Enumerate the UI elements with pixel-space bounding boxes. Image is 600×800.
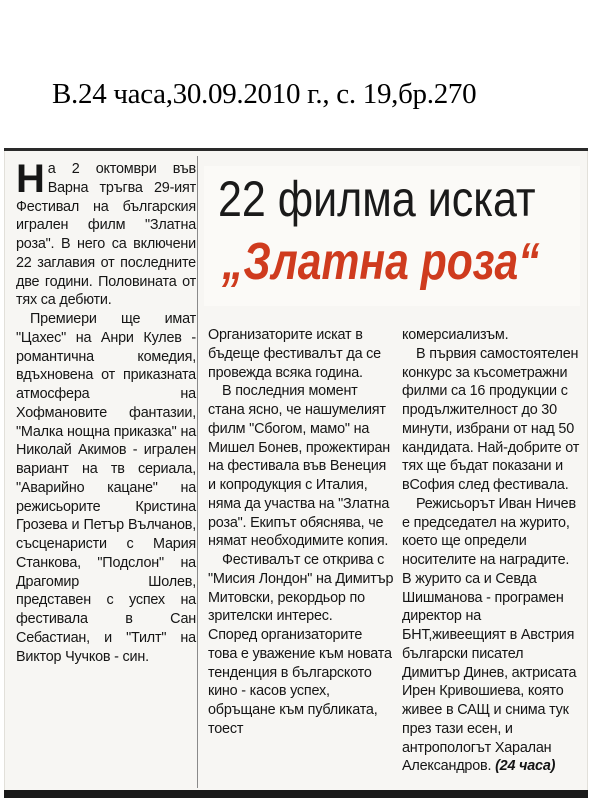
article-column-1 xyxy=(16,157,196,666)
opening-film-paragraph: Фестивалът се открива с "Мисия Лондон" на Димитър Митовски, рекордьор по зрителски интерес. xyxy=(208,552,394,625)
headline-line-2: „Златна роза“ xyxy=(222,233,540,291)
article-column-2 xyxy=(208,326,394,739)
trend-paragraph: Според организаторите това е уважение към новата тенденция в българското кино - касов успех, обръщане към публиката, тоест xyxy=(208,627,392,737)
article-column-3 xyxy=(402,326,582,776)
jury-paragraph xyxy=(402,495,582,776)
column-divider xyxy=(197,156,198,788)
premieres-paragraph: Премиери ще имат "Цахес" на Анри Кулев - романтична комедия, вдъхновена от приказната атмосфера на Хофмановите фантазии, "Малка нощна приказка" на Николай Акимов - игрален вариант на тв сериала, "Аварийно кацане" на режисьорите Кристина Грозева и Петър Вълчанов, съсценаристи с Мария Станкова, "Подслон" на Драгомир Шолев, представен с успех на фестивала в Сан Себастиан, и "Тилт" на Виктор Чучков - син. xyxy=(16,311,196,665)
organizers-paragraph: Организаторите искат в бъдеще фестивалът да се провежда всяка година. xyxy=(208,327,381,381)
newspaper-clipping xyxy=(4,148,588,798)
headline-line-1: 22 филма искат xyxy=(218,171,536,227)
goodbye-mom-paragraph: В последния момент стана ясно, че нашумелият филм "Сбогом, мамо" на Мишел Бонев, прожектиран на фестивала във Венеция и копродукция с Италия, няма да участва на "Златна роза". Екипът обяснява, че нямат необходимите копия. xyxy=(208,383,391,550)
byline: (24 часа) xyxy=(495,758,556,775)
drop-cap: Н xyxy=(16,157,45,201)
short-films-paragraph: В първия самостоятелен конкурс за късометражни филми са 16 продукции с продължителност до 30 минути, избрани от над 50 кандидата. Най-добрите от тях ще бъдат показани и вСофия след фестивала. xyxy=(402,345,580,493)
continuation-paragraph: комерсиализъм. xyxy=(402,327,509,343)
clipping-top-edge xyxy=(4,148,588,151)
headline-box xyxy=(204,166,580,306)
source-citation: В.24 часа,30.09.2010 г., с. 19,бр.270 xyxy=(52,78,477,110)
clipping-bottom-edge xyxy=(4,790,588,798)
jury-text: Режисьорът Иван Ничев е председател на журито, което ще определи носителите на наградите. В журито са и Севда Шишманова - програмен директор на БНТ,живеещият в Австрия български писател Димитър Динев, актрисата Ирен Кривошиева, която живее в САЩ и снима тук през тази есен, и антропологът Харалан Александров. xyxy=(402,495,577,775)
lead-text: а 2 октомври във Варна тръгва 29-ият Фестивал на българския игрален филм "Златна роза". В него са включени 22 заглавия от последните две години. Половината от тях са дебюти. xyxy=(16,161,196,309)
lead-paragraph xyxy=(16,157,196,310)
